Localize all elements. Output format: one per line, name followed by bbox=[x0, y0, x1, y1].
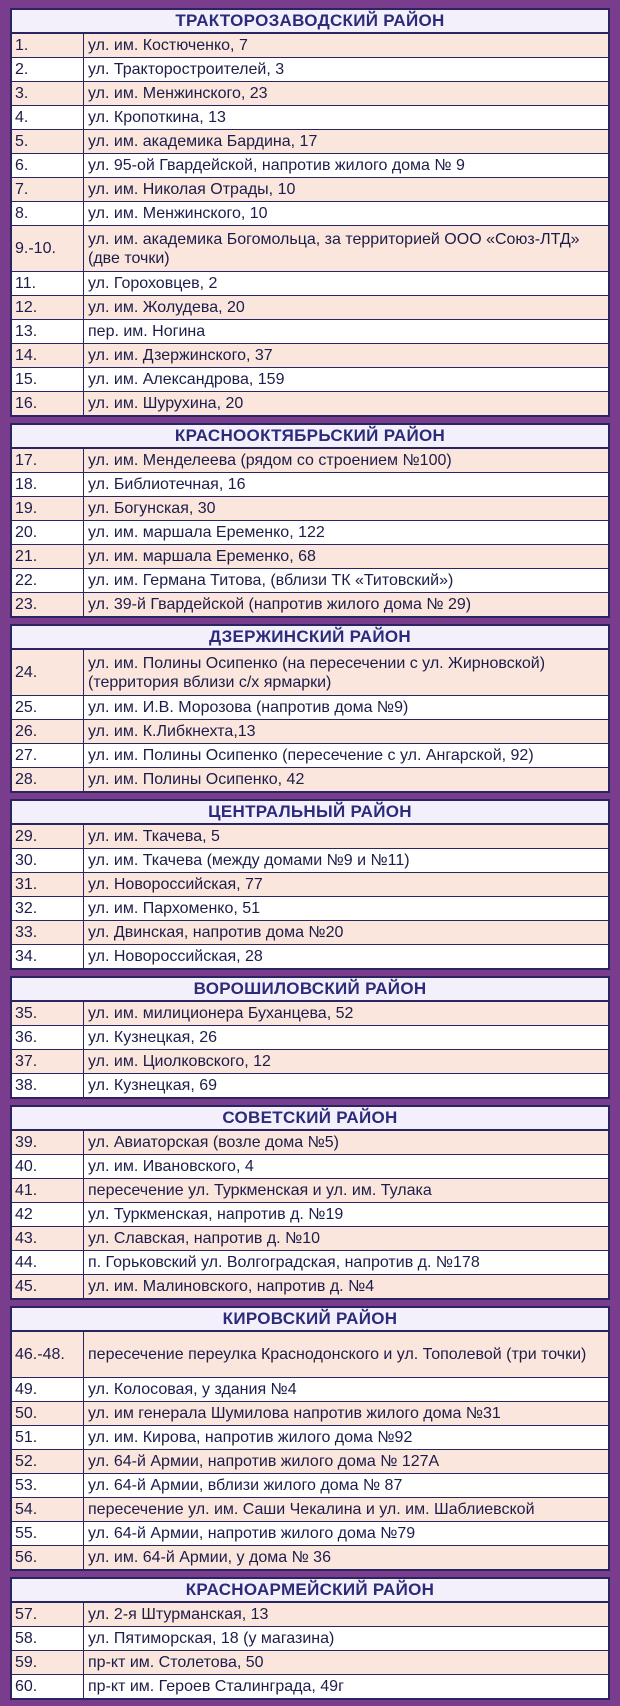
row-address: ул. им. Дзержинского, 37 bbox=[88, 347, 273, 364]
row-address: ул. Колосовая, у здания №4 bbox=[88, 1381, 297, 1398]
row-address: ул. им. Полины Осипенко (пересечение с ул. Ангарской, 92) bbox=[88, 747, 534, 764]
row-address: ул. Гороховцев, 2 bbox=[88, 275, 218, 292]
table-row bbox=[12, 472, 608, 496]
row-address: ул. 64-й Армии, напротив жилого дома № 127А bbox=[88, 1453, 440, 1470]
row-number: 1. bbox=[12, 34, 84, 57]
row-address: пр-кт им. Героев Сталинграда, 49г bbox=[88, 1678, 344, 1695]
row-number: 55. bbox=[12, 1522, 84, 1545]
row-address: ул. 64-й Армии, вблизи жилого дома № 87 bbox=[88, 1477, 403, 1494]
row-number: 38. bbox=[12, 1074, 84, 1097]
table-row bbox=[12, 1377, 608, 1401]
row-address: ул. Новороссийская, 28 bbox=[88, 948, 263, 965]
row-address: п. Горьковский ул. Волгоградская, напротив д. №178 bbox=[88, 1254, 480, 1271]
row-number: 45. bbox=[12, 1275, 84, 1298]
row-number: 21. bbox=[12, 545, 84, 568]
row-address: ул. им. Жолудева, 20 bbox=[88, 299, 245, 316]
row-address: ул. им. Ткачева (между домами №9 и №11) bbox=[88, 852, 410, 869]
row-number: 52. bbox=[12, 1450, 84, 1473]
table-row bbox=[12, 896, 608, 920]
row-address: ул. Кузнецкая, 26 bbox=[88, 1029, 218, 1046]
district-block bbox=[10, 799, 610, 970]
row-number: 44. bbox=[12, 1251, 84, 1274]
row-address: ул. им. Шурухина, 20 bbox=[88, 395, 244, 412]
row-number: 16. bbox=[12, 392, 84, 415]
row-address: ул. им. Менжинского, 23 bbox=[88, 85, 268, 102]
table-row bbox=[12, 105, 608, 129]
district-block bbox=[10, 423, 610, 618]
table-row bbox=[12, 1650, 608, 1674]
row-number: 12. bbox=[12, 296, 84, 319]
district-title: КИРОВСКИЙ РАЙОН bbox=[12, 1308, 608, 1331]
row-number: 22. bbox=[12, 569, 84, 592]
row-number: 35. bbox=[12, 1002, 84, 1025]
row-number: 41. bbox=[12, 1179, 84, 1202]
row-address: ул. им. Кирова, напротив жилого дома №92 bbox=[88, 1429, 413, 1446]
table-row bbox=[12, 743, 608, 767]
table-row bbox=[12, 1226, 608, 1250]
table-row bbox=[12, 319, 608, 343]
table-row bbox=[12, 1250, 608, 1274]
row-address: ул. им. Ивановского, 4 bbox=[88, 1158, 254, 1175]
table-row bbox=[12, 1154, 608, 1178]
table-row bbox=[12, 824, 608, 848]
row-number: 54. bbox=[12, 1498, 84, 1521]
row-address: ул. Пятиморская, 18 (у магазина) bbox=[88, 1630, 335, 1647]
row-number: 4. bbox=[12, 106, 84, 129]
table-row bbox=[12, 592, 608, 616]
table-row bbox=[12, 1178, 608, 1202]
row-address: ул. им. К.Либкнехта,13 bbox=[88, 723, 256, 740]
row-number: 50. bbox=[12, 1402, 84, 1425]
table-row bbox=[12, 1602, 608, 1626]
row-number: 46.-48. bbox=[12, 1332, 84, 1377]
table-row bbox=[12, 57, 608, 81]
row-number: 26. bbox=[12, 720, 84, 743]
row-number: 2. bbox=[12, 58, 84, 81]
row-number: 29. bbox=[12, 825, 84, 848]
row-number: 9.-10. bbox=[12, 226, 84, 271]
row-number: 32. bbox=[12, 897, 84, 920]
row-address: ул. им. Циолковского, 12 bbox=[88, 1053, 271, 1070]
row-number: 33. bbox=[12, 921, 84, 944]
table-row bbox=[12, 568, 608, 592]
table-row bbox=[12, 271, 608, 295]
table-row bbox=[12, 1001, 608, 1025]
row-number: 17. bbox=[12, 449, 84, 472]
row-number: 23. bbox=[12, 593, 84, 616]
row-number: 37. bbox=[12, 1050, 84, 1073]
row-address: ул. 2-я Штурманская, 13 bbox=[88, 1606, 269, 1623]
row-address: ул. им. Полины Осипенко (на пересечении с ул. Жирновской) (территория вблизи с/х ярмарки) bbox=[88, 654, 546, 691]
row-address: пересечение ул. Туркменская и ул. им. Тулака bbox=[88, 1182, 432, 1199]
row-number: 28. bbox=[12, 768, 84, 791]
table-row bbox=[12, 367, 608, 391]
district-title: ВОРОШИЛОВСКИЙ РАЙОН bbox=[12, 978, 608, 1001]
district-block bbox=[10, 624, 610, 793]
row-number: 60. bbox=[12, 1675, 84, 1698]
row-number: 58. bbox=[12, 1627, 84, 1650]
table-row bbox=[12, 1473, 608, 1497]
row-address: пересечение ул. им. Саши Чекалина и ул. им. Шаблиевской bbox=[88, 1501, 535, 1518]
district-title: КРАСНООКТЯБРЬСКИЙ РАЙОН bbox=[12, 425, 608, 448]
table-row bbox=[12, 1497, 608, 1521]
row-number: 59. bbox=[12, 1651, 84, 1674]
table-row bbox=[12, 1331, 608, 1377]
row-number: 27. bbox=[12, 744, 84, 767]
table-row bbox=[12, 719, 608, 743]
row-address: ул. им. маршала Еременко, 68 bbox=[88, 548, 316, 565]
row-address: пер. им. Ногина bbox=[88, 323, 206, 340]
table-row bbox=[12, 1049, 608, 1073]
table-row bbox=[12, 129, 608, 153]
row-number: 42 bbox=[12, 1203, 84, 1226]
table-row bbox=[12, 448, 608, 472]
table-row bbox=[12, 544, 608, 568]
row-address: ул. 95-ой Гвардейской, напротив жилого дома № 9 bbox=[88, 157, 465, 174]
row-address: ул. им. академика Бардина, 17 bbox=[88, 133, 318, 150]
row-address: ул. 39-й Гвардейской (напротив жилого дома № 29) bbox=[88, 596, 472, 613]
row-address: ул. им. Пархоменко, 51 bbox=[88, 900, 261, 917]
district-block bbox=[10, 1577, 610, 1700]
table-row bbox=[12, 225, 608, 271]
row-address: ул. им. Малиновского, напротив д. №4 bbox=[88, 1278, 375, 1295]
row-number: 49. bbox=[12, 1378, 84, 1401]
row-address: ул. им. Полины Осипенко, 42 bbox=[88, 771, 305, 788]
table-row bbox=[12, 496, 608, 520]
row-number: 31. bbox=[12, 873, 84, 896]
row-number: 3. bbox=[12, 82, 84, 105]
table-row bbox=[12, 848, 608, 872]
table-row bbox=[12, 343, 608, 367]
row-number: 53. bbox=[12, 1474, 84, 1497]
row-number: 18. bbox=[12, 473, 84, 496]
row-number: 19. bbox=[12, 497, 84, 520]
row-number: 5. bbox=[12, 130, 84, 153]
table-row bbox=[12, 201, 608, 225]
row-address: ул. им. Костюченко, 7 bbox=[88, 37, 248, 54]
row-number: 8. bbox=[12, 202, 84, 225]
table-row bbox=[12, 520, 608, 544]
row-address: ул. им. маршала Еременко, 122 bbox=[88, 524, 325, 541]
table-row bbox=[12, 872, 608, 896]
table-row bbox=[12, 177, 608, 201]
table-row bbox=[12, 1449, 608, 1473]
row-address: ул. им. Александрова, 159 bbox=[88, 371, 285, 388]
district-address-list bbox=[10, 8, 610, 1706]
table-row bbox=[12, 1626, 608, 1650]
row-address: ул. им. Ткачева, 5 bbox=[88, 828, 220, 845]
row-number: 13. bbox=[12, 320, 84, 343]
district-title: ДЗЕРЖИНСКИЙ РАЙОН bbox=[12, 626, 608, 649]
row-number: 51. bbox=[12, 1426, 84, 1449]
row-number: 24. bbox=[12, 650, 84, 695]
table-row bbox=[12, 153, 608, 177]
row-number: 25. bbox=[12, 696, 84, 719]
row-number: 30. bbox=[12, 849, 84, 872]
row-address: ул. Двинская, напротив дома №20 bbox=[88, 924, 344, 941]
row-address: пр-кт им. Столетова, 50 bbox=[88, 1654, 264, 1671]
table-row bbox=[12, 1674, 608, 1698]
table-row bbox=[12, 1521, 608, 1545]
row-number: 7. bbox=[12, 178, 84, 201]
row-number: 39. bbox=[12, 1131, 84, 1154]
row-address: ул. Богунская, 30 bbox=[88, 500, 216, 517]
row-number: 57. bbox=[12, 1603, 84, 1626]
table-row bbox=[12, 1025, 608, 1049]
row-address: ул. им. милиционера Буханцева, 52 bbox=[88, 1005, 354, 1022]
table-row bbox=[12, 1274, 608, 1298]
table-row bbox=[12, 1401, 608, 1425]
row-number: 36. bbox=[12, 1026, 84, 1049]
row-address: ул. им. академика Богомольца, за территорией ООО «Союз-ЛТД» (две точки) bbox=[88, 230, 580, 267]
table-row bbox=[12, 767, 608, 791]
table-row bbox=[12, 944, 608, 968]
row-number: 6. bbox=[12, 154, 84, 177]
row-address: ул. им. Менжинского, 10 bbox=[88, 205, 268, 222]
row-address: ул. им генерала Шумилова напротив жилого дома №31 bbox=[88, 1405, 501, 1422]
row-address: ул. им. Менделеева (рядом со строением №100) bbox=[88, 452, 452, 469]
row-number: 15. bbox=[12, 368, 84, 391]
table-row bbox=[12, 1073, 608, 1097]
row-address: ул. им. Германа Титова, (вблизи ТК «Титовский») bbox=[88, 572, 454, 589]
table-row bbox=[12, 81, 608, 105]
row-number: 56. bbox=[12, 1546, 84, 1569]
row-address: ул. Славская, напротив д. №10 bbox=[88, 1230, 321, 1247]
row-address: ул. Туркменская, напротив д. №19 bbox=[88, 1206, 344, 1223]
table-row bbox=[12, 1202, 608, 1226]
row-number: 40. bbox=[12, 1155, 84, 1178]
district-block bbox=[10, 1306, 610, 1571]
row-number: 14. bbox=[12, 344, 84, 367]
row-number: 11. bbox=[12, 272, 84, 295]
row-address: ул. им. Николая Отрады, 10 bbox=[88, 181, 296, 198]
row-number: 43. bbox=[12, 1227, 84, 1250]
row-number: 34. bbox=[12, 945, 84, 968]
row-address: ул. Новороссийская, 77 bbox=[88, 876, 263, 893]
row-address: ул. им. И.В. Морозова (напротив дома №9) bbox=[88, 699, 409, 716]
district-title: СОВЕТСКИЙ РАЙОН bbox=[12, 1107, 608, 1130]
row-number: 20. bbox=[12, 521, 84, 544]
row-address: ул. Авиаторская (возле дома №5) bbox=[88, 1134, 340, 1151]
row-address: ул. Кропоткина, 13 bbox=[88, 109, 226, 126]
table-row bbox=[12, 1425, 608, 1449]
table-row bbox=[12, 1130, 608, 1154]
table-row bbox=[12, 295, 608, 319]
row-address: ул. Тракторостроителей, 3 bbox=[88, 61, 285, 78]
table-row bbox=[12, 33, 608, 57]
row-address: пересечение переулка Краснодонского и ул. Тополевой (три точки) bbox=[88, 1346, 587, 1363]
row-address: ул. Кузнецкая, 69 bbox=[88, 1077, 218, 1094]
table-row bbox=[12, 695, 608, 719]
district-block bbox=[10, 976, 610, 1099]
district-title: ЦЕНТРАЛЬНЫЙ РАЙОН bbox=[12, 801, 608, 824]
row-address: ул. им. 64-й Армии, у дома № 36 bbox=[88, 1549, 331, 1566]
row-address: ул. 64-й Армии, напротив жилого дома №79 bbox=[88, 1525, 416, 1542]
table-row bbox=[12, 920, 608, 944]
table-row bbox=[12, 649, 608, 695]
table-row bbox=[12, 391, 608, 415]
district-title: ТРАКТОРОЗАВОДСКИЙ РАЙОН bbox=[12, 10, 608, 33]
district-title: КРАСНОАРМЕЙСКИЙ РАЙОН bbox=[12, 1579, 608, 1602]
district-block bbox=[10, 8, 610, 417]
table-row bbox=[12, 1545, 608, 1569]
row-address: ул. Библиотечная, 16 bbox=[88, 476, 246, 493]
district-block bbox=[10, 1105, 610, 1300]
